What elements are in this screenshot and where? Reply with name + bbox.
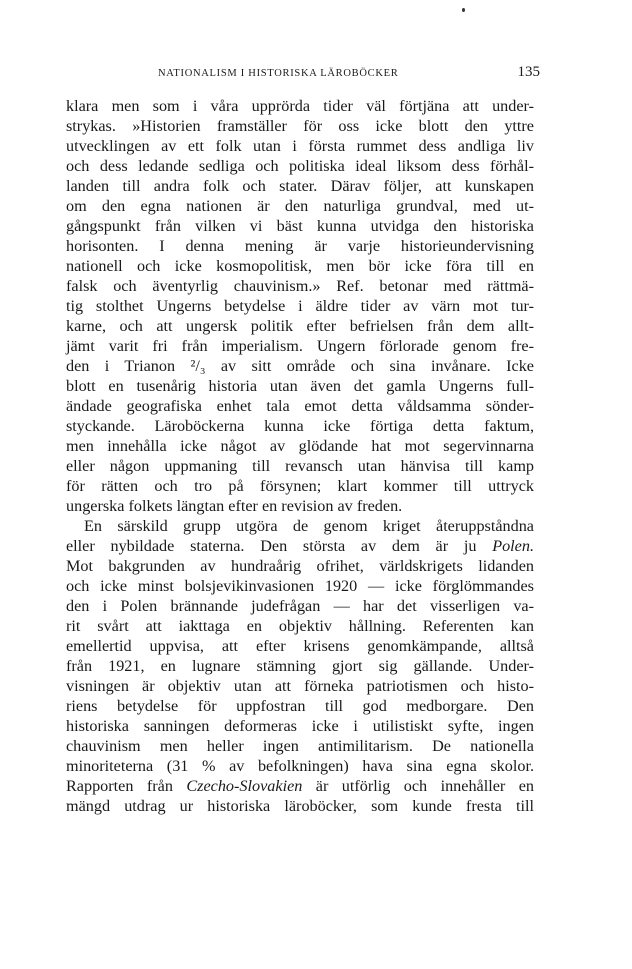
text-line: strykas. »Historien framställer för oss icke blott den yttre	[66, 117, 534, 135]
text-line: och dess ledande sedliga och politiska ideal liksom dess förhål-	[66, 157, 534, 175]
text-line: nationell och icke kosmopolitisk, men bör icke föra till en	[66, 257, 534, 275]
text-fragment: Rapporten från	[66, 777, 173, 795]
text-line: klara men som i våra upprörda tider väl förtjäna att under-	[66, 97, 534, 115]
italic-country-name: Czecho-Slovakien	[186, 777, 303, 795]
running-header	[60, 64, 540, 86]
text-line: utvecklingen av ett folk utan i första rummet dess andliga liv	[66, 137, 534, 155]
text-line: karne, och att ungersk politik efter befrielsen från dem allt-	[66, 317, 534, 335]
text-line: jämt varit fri från imperialism. Ungern förlorade genom fre-	[66, 337, 534, 355]
text-line: ändade geografiska enhet tala emot detta våldsamma sönder-	[66, 397, 534, 415]
text-line: horisonten. I denna mening är varje historieundervisning	[66, 237, 534, 255]
text-line: landen till andra folk och stater. Därav följer, att kunskapen	[66, 177, 534, 195]
text-line: minoriteterna (31 % av befolkningen) hava sina egna skolor.	[66, 757, 534, 775]
text-line	[66, 776, 534, 796]
text-line: styckande. Läroböckerna kunna icke förtiga detta faktum,	[66, 417, 534, 435]
text-fragment: är utförlig och innehåller en	[315, 777, 535, 795]
italic-country-name: Polen.	[492, 537, 535, 555]
running-title: NATIONALISM I HISTORISKA LÄROBÖCKER	[158, 68, 399, 79]
text-line: och icke minst bolsjevikinvasionen 1920 — icke förglömmandes	[66, 577, 534, 595]
paragraph-start-line: En särskild grupp utgöra de genom kriget återuppståndna	[84, 517, 534, 535]
body-text	[66, 96, 534, 816]
ink-speck	[462, 8, 465, 12]
text-line: från 1921, en lugnare stämning gjort sig gällande. Under-	[66, 657, 534, 675]
text-line: men innehålla icke något av glödande hat mot segervinnarna	[66, 437, 534, 455]
text-line: visningen är objektiv utan att förneka patriotismen och histo-	[66, 677, 534, 695]
text-line: riens betydelse för uppfostran till god medborgare. Den	[66, 697, 534, 715]
text-line: gångspunkt från vilken vi bäst kunna utvidga den historiska	[66, 217, 534, 235]
text-line: för rätten och tro på försynen; klart kommer till uttryck	[66, 477, 534, 495]
text-line: Mot bakgrunden av hundraårig ofrihet, världskrigets lidanden	[66, 557, 534, 575]
text-fragment: eller nybildade staterna. Den största av dem är ju	[66, 537, 477, 555]
text-line: falsk och äventyrlig chauvinism.» Ref. betonar med rättmä-	[66, 277, 534, 295]
text-line: emellertid uppvisa, att efter krisens genomkämpande, alltså	[66, 637, 534, 655]
text-line: rit svårt att iakttaga en objektiv hållning. Referenten kan	[66, 617, 534, 635]
text-line: ungerska folkets längtan efter en revision av freden.	[66, 497, 403, 515]
text-line: chauvinism men heller ingen antimilitarism. De nationella	[66, 737, 534, 755]
text-line: tig stolthet Ungerns betydelse i äldre tider av värn mot tur-	[66, 297, 534, 315]
text-line: den i Trianon ²/₃ av sitt område och sina invånare. Icke	[66, 357, 534, 375]
text-line: eller någon uppmaning till revansch utan hänvisa till kamp	[66, 457, 534, 475]
page-number: 135	[517, 64, 540, 80]
text-line: den i Polen brännande judefrågan — har det visserligen va-	[66, 597, 534, 615]
text-line: om den egna nationen är den naturliga grundval, med ut-	[66, 197, 534, 215]
text-line	[66, 536, 534, 556]
text-line: historiska sanningen deformeras icke i utilistiskt syfte, ingen	[66, 717, 534, 735]
text-line: blott en tusenårig historia utan även det gamla Ungerns full-	[66, 377, 534, 395]
text-line: mängd utdrag ur historiska läroböcker, som kunde fresta till	[66, 797, 534, 815]
